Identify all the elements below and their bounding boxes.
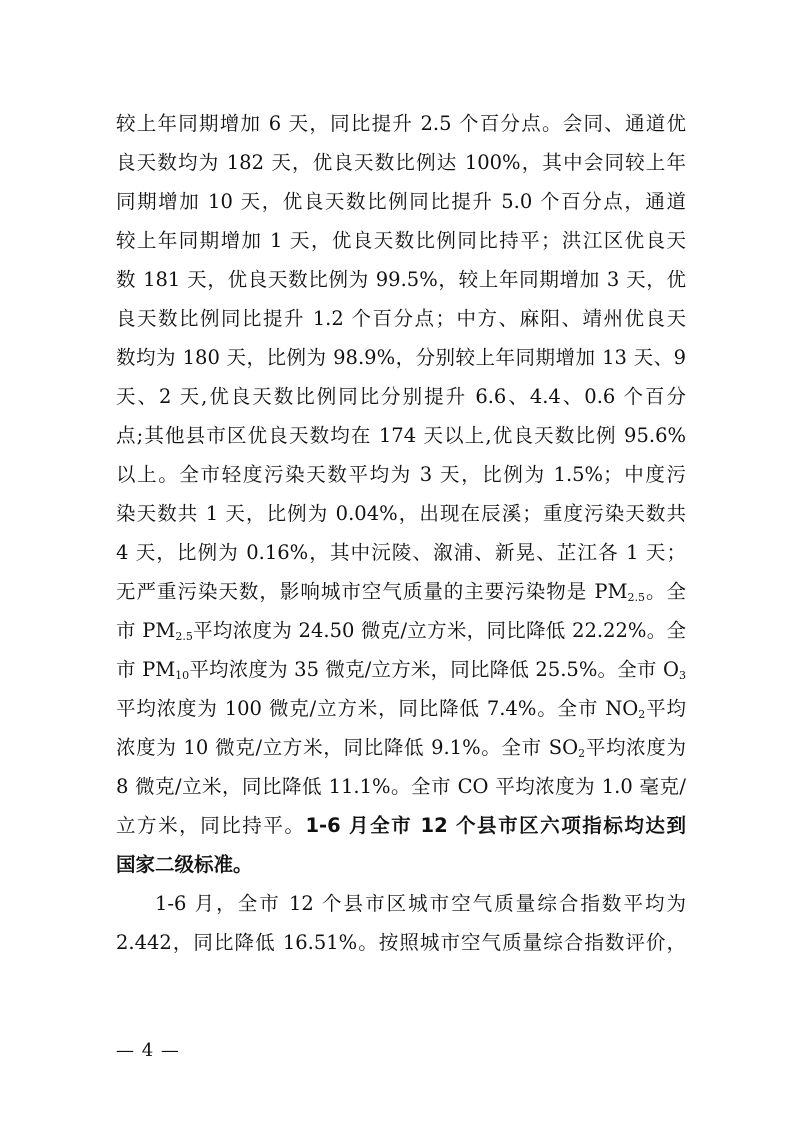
- text-line: [116, 650, 686, 689]
- text-line: [116, 572, 686, 611]
- subscript: 2: [638, 708, 646, 721]
- text-line: 8 微克/立米，同比降低 11.1%。全市 CO 平均浓度为 1.0 毫克/: [116, 775, 686, 798]
- text-line: 染天数共 1 天，比例为 0.04%，出现在辰溪；重度污染天数共: [116, 502, 686, 525]
- text-line: 较上年同期增加 6 天，同比提升 2.5 个百分点。会同、通道优: [116, 112, 686, 135]
- subscript: 10: [175, 669, 190, 682]
- text-line: 同期增加 10 天，优良天数比例同比提升 5.0 个百分点，通道: [116, 190, 686, 213]
- subscript: 3: [678, 669, 686, 682]
- text-segment: 浓度为 10 微克/立方米，同比降低 9.1%。全市 SO: [116, 736, 579, 759]
- text-line: [116, 806, 686, 845]
- text-segment: 。全: [645, 580, 686, 603]
- text-line: 良天数比例同比提升 1.2 个百分点；中方、麻阳、靖州优良天: [116, 307, 686, 330]
- bold-text-segment: 1-6 月全市 12 个县市区六项指标均达到: [305, 814, 686, 837]
- text-segment: 市 PM: [116, 619, 176, 642]
- text-line: 天、2 天,优良天数比例同比分别提升 6.6、4.4、0.6 个百分: [116, 385, 686, 408]
- text-segment: 立方米，同比持平。: [116, 814, 306, 837]
- text-line: 2.442，同比降低 16.51%。按照城市空气质量综合指数评价，: [116, 931, 686, 954]
- text-line: 较上年同期增加 1 天，优良天数比例同比持平；洪江区优良天: [116, 229, 686, 252]
- text-line: [116, 611, 686, 650]
- text-line: 点;其他县市区优良天数均在 174 天以上,优良天数比例 95.6%: [116, 424, 686, 447]
- text-segment: 无严重污染天数，影响城市空气质量的主要污染物是 PM: [116, 580, 628, 603]
- subscript: 2: [578, 747, 586, 760]
- subscript: 2.5: [627, 591, 645, 604]
- text-segment: 平均: [645, 697, 686, 720]
- text-line: 数均为 180 天，比例为 98.9%，分别较上年同期增加 13 天、9: [116, 346, 686, 369]
- text-line: 1-6 月，全市 12 个县市区城市空气质量综合指数平均为: [155, 892, 686, 915]
- text-segment: 平均浓度为: [585, 736, 686, 759]
- text-line: 国家二级标准。: [116, 853, 253, 876]
- body-text: [116, 104, 686, 962]
- subscript: 2.5: [175, 630, 193, 643]
- text-line: 良天数均为 182 天，优良天数比例达 100%，其中会同较上年: [116, 151, 686, 174]
- text-line: [116, 689, 686, 728]
- text-segment: 平均浓度为 35 微克/立方米，同比降低 25.5%。全市 O: [189, 658, 679, 681]
- text-line: 以上。全市轻度污染天数平均为 3 天，比例为 1.5%；中度污: [116, 463, 686, 486]
- text-line: [116, 728, 686, 767]
- page-number: — 4 —: [116, 1040, 180, 1061]
- text-line: 4 天，比例为 0.16%，其中沅陵、溆浦、新晃、芷江各 1 天；: [116, 541, 686, 564]
- text-segment: 平均浓度为 100 微克/立方米，同比降低 7.4%。全市 NO: [116, 697, 639, 720]
- text-line: 数 181 天，优良天数比例为 99.5%，较上年同期增加 3 天，优: [116, 268, 686, 291]
- text-segment: 平均浓度为 24.50 微克/立方米，同比降低 22.22%。全: [192, 619, 686, 642]
- text-segment: 市 PM: [116, 658, 176, 681]
